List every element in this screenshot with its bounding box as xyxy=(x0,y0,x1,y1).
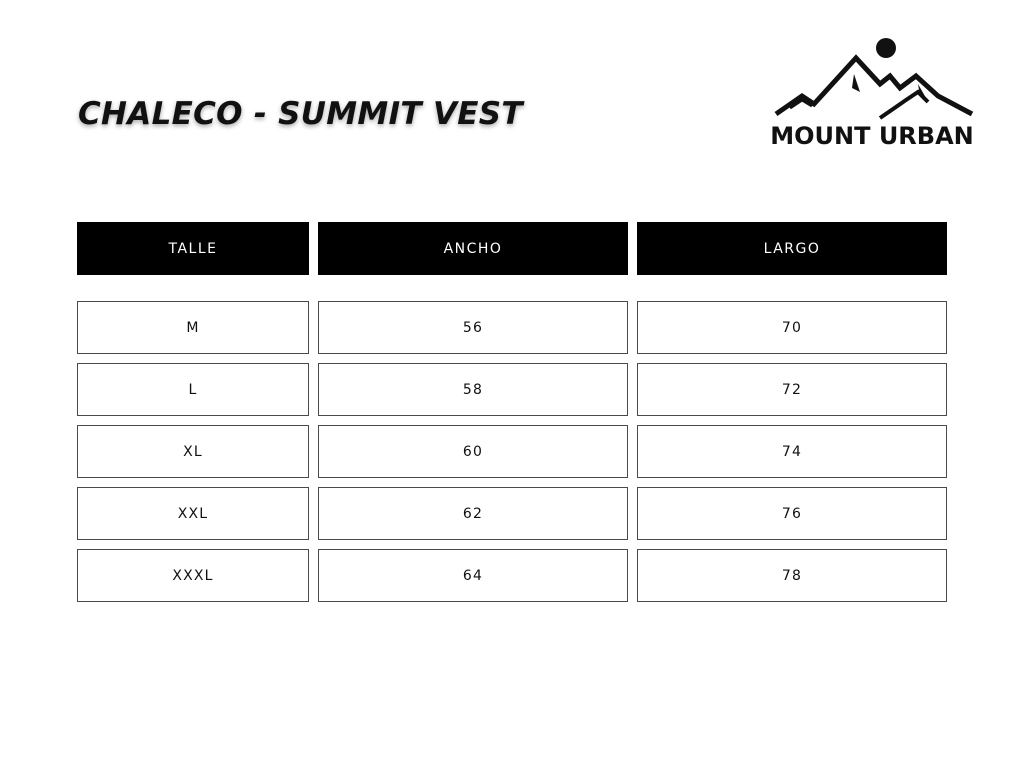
length-cell: 70 xyxy=(637,301,947,354)
size-cell: XL xyxy=(77,425,309,478)
table-row xyxy=(77,301,947,354)
column-header-ancho: ANCHO xyxy=(318,222,628,275)
length-cell: 76 xyxy=(637,487,947,540)
size-cell: XXL xyxy=(77,487,309,540)
table-row xyxy=(77,549,947,602)
size-table xyxy=(77,222,947,611)
width-cell: 60 xyxy=(318,425,628,478)
mountain-sun-icon xyxy=(768,34,976,122)
brand-logo xyxy=(768,34,976,154)
size-cell: L xyxy=(77,363,309,416)
size-cell: XXXL xyxy=(77,549,309,602)
size-cell: M xyxy=(77,301,309,354)
length-cell: 74 xyxy=(637,425,947,478)
table-row xyxy=(77,487,947,540)
length-cell: 78 xyxy=(637,549,947,602)
width-cell: 62 xyxy=(318,487,628,540)
table-row xyxy=(77,425,947,478)
brand-name: MOUNT URBAN xyxy=(770,122,974,150)
table-header-row xyxy=(77,222,947,275)
width-cell: 64 xyxy=(318,549,628,602)
column-header-talle: TALLE xyxy=(77,222,309,275)
column-header-largo: LARGO xyxy=(637,222,947,275)
table-row xyxy=(77,363,947,416)
width-cell: 58 xyxy=(318,363,628,416)
page-title: CHALECO - SUMMIT VEST xyxy=(78,96,523,132)
length-cell: 72 xyxy=(637,363,947,416)
width-cell: 56 xyxy=(318,301,628,354)
